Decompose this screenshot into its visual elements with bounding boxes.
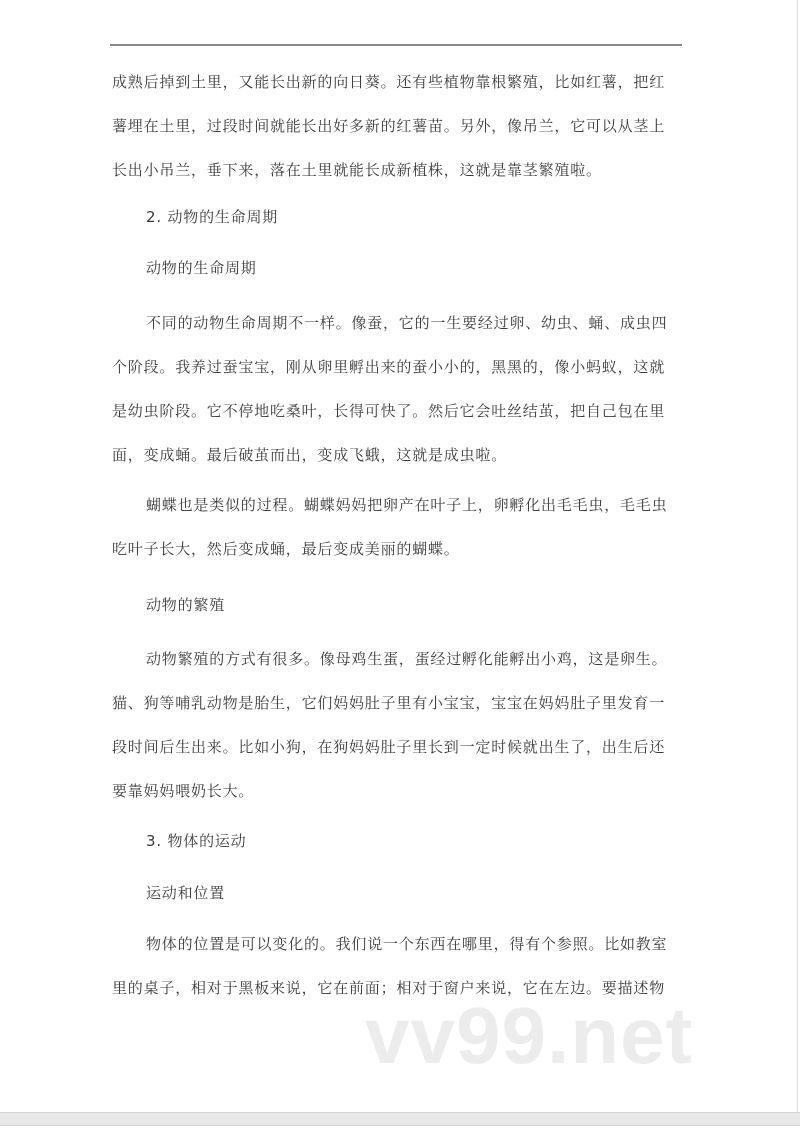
- paragraph-line: 薯埋在土里，过段时间就能长出好多新的红薯苗。另外，像吊兰，它可以从茎上: [112, 117, 666, 135]
- section-heading: 3. 物体的运动: [146, 832, 247, 850]
- paragraph-line: 是幼虫阶段。它不停地吃桑叶，长得可快了。然后它会吐丝结茧，把自己包在里: [112, 402, 666, 420]
- paragraph-line: 面，变成蛹。最后破茧而出，变成飞蛾，这就是成虫啦。: [112, 446, 508, 464]
- page-separator: [0, 1112, 800, 1126]
- header-rule: [110, 44, 682, 46]
- paragraph-line: 段时间后生出来。比如小狗，在狗妈妈肚子里长到一定时候就出生了，出生后还: [112, 738, 666, 756]
- subsection-heading: 动物的生命周期: [146, 259, 257, 277]
- paragraph-line: 吃叶子长大，然后变成蛹，最后变成美丽的蝴蝶。: [112, 540, 460, 558]
- paragraph-line: 不同的动物生命周期不一样。像蚕，它的一生要经过卵、幼虫、蛹、成虫四: [146, 314, 668, 332]
- watermark: vv99.net: [365, 991, 694, 1080]
- paragraph-line: 里的桌子，相对于黑板来说，它在前面；相对于窗户来说，它在左边。要描述物: [112, 979, 666, 997]
- section-heading: 2. 动物的生命周期: [146, 208, 279, 226]
- subsection-heading: 动物的繁殖: [146, 596, 226, 614]
- paragraph-line: 成熟后掉到土里，又能长出新的向日葵。还有些植物靠根繁殖，比如红薯，把红: [112, 73, 666, 91]
- paragraph-line: 猫、狗等哺乳动物是胎生，它们妈妈肚子里有小宝宝，宝宝在妈妈肚子里发育一: [112, 694, 666, 712]
- paragraph-line: 物体的位置是可以变化的。我们说一个东西在哪里，得有个参照。比如教室: [146, 935, 668, 953]
- paragraph-line: 动物繁殖的方式有很多。像母鸡生蛋，蛋经过孵化能孵出小鸡，这是卵生。: [146, 650, 668, 668]
- paragraph-line: 要靠妈妈喂奶长大。: [112, 782, 255, 800]
- paragraph-line: 蝴蝶也是类似的过程。蝴蝶妈妈把卵产在叶子上，卵孵化出毛毛虫，毛毛虫: [146, 496, 668, 514]
- paragraph-line: 长出小吊兰，垂下来，落在土里就能长成新植株，这就是靠茎繁殖啦。: [112, 161, 602, 179]
- subsection-heading: 运动和位置: [146, 884, 226, 902]
- paragraph-line: 个阶段。我养过蚕宝宝，刚从卵里孵出来的蚕小小的，黑黑的，像小蚂蚁，这就: [112, 358, 666, 376]
